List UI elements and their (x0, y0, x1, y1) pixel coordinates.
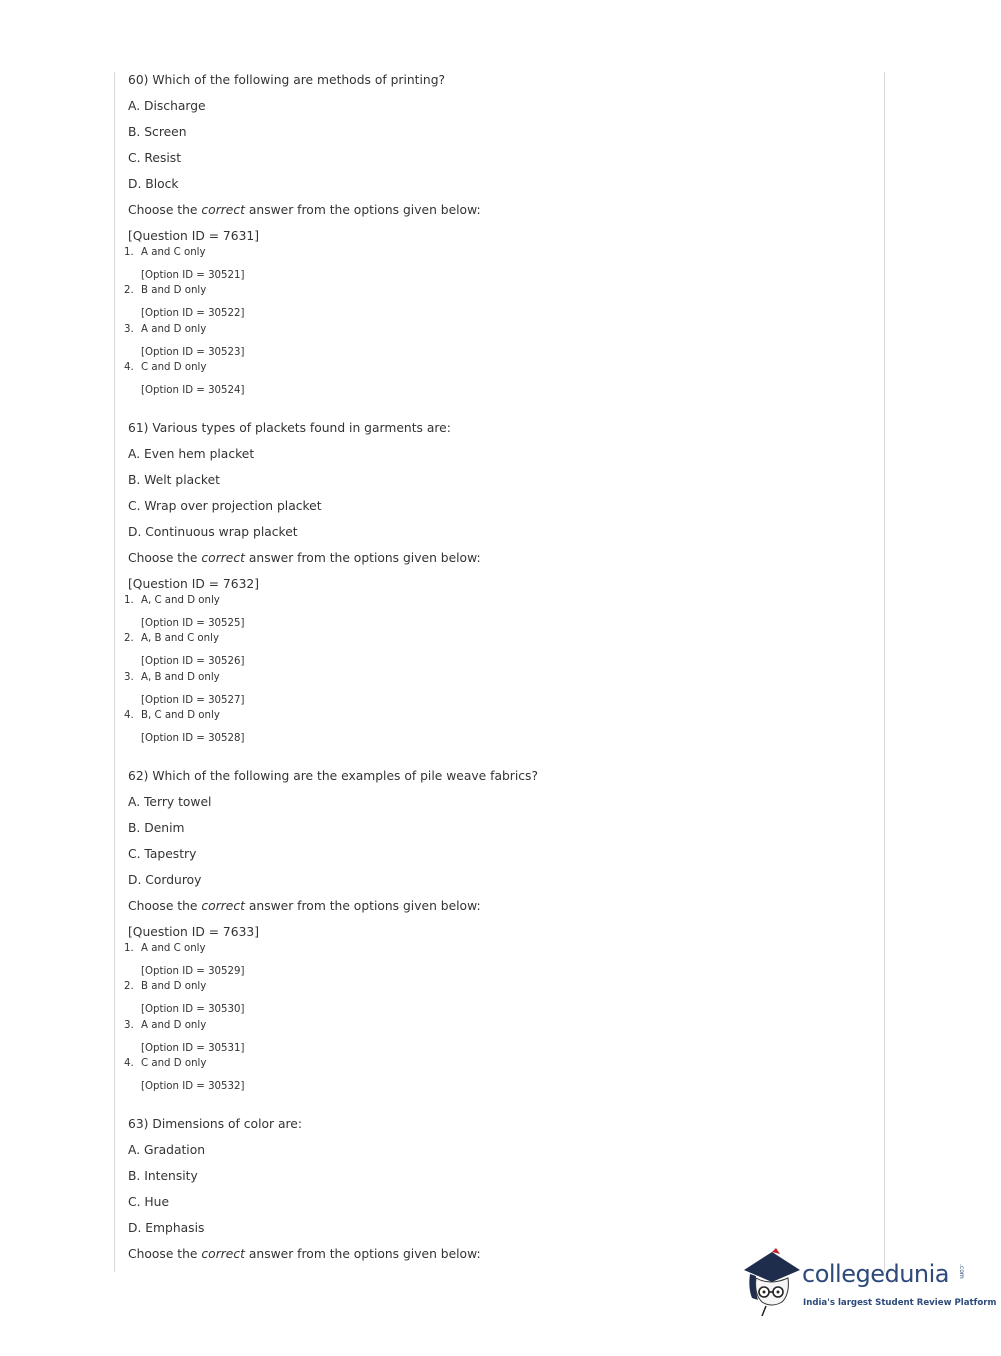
option-row: 1. A and C only (124, 943, 206, 954)
question-stem: 62) Which of the following are the examples of pile weave fabrics? (128, 769, 538, 783)
mascot-icon (742, 1248, 802, 1318)
statement: D. Continuous wrap placket (128, 525, 298, 539)
page-frame-right (884, 72, 885, 1272)
statement: C. Wrap over projection placket (128, 499, 322, 513)
option-id: [Option ID = 30527] (141, 695, 245, 706)
instruction: Choose the correct answer from the options given below: (128, 899, 481, 913)
statement: D. Block (128, 177, 179, 191)
option-row: 3. A and D only (124, 324, 207, 335)
option-id: [Option ID = 30521] (141, 270, 245, 281)
statement: B. Denim (128, 821, 185, 835)
statement: A. Discharge (128, 99, 206, 113)
option-id: [Option ID = 30523] (141, 347, 245, 358)
statement: A. Even hem placket (128, 447, 255, 461)
instruction: Choose the correct answer from the options given below: (128, 1247, 481, 1261)
statement: A. Terry towel (128, 795, 212, 809)
statement: C. Resist (128, 151, 182, 165)
option-id: [Option ID = 30529] (141, 966, 245, 977)
instruction: Choose the correct answer from the options given below: (128, 551, 481, 565)
statement: A. Gradation (128, 1143, 206, 1157)
question-60 (0, 72, 880, 412)
question-stem: 60) Which of the following are methods of printing? (128, 73, 446, 87)
statement: B. Screen (128, 125, 187, 139)
option-row: 4. C and D only (124, 1058, 207, 1069)
statement: C. Hue (128, 1195, 170, 1209)
option-id: [Option ID = 30531] (141, 1043, 245, 1054)
statement: D. Emphasis (128, 1221, 205, 1235)
statement: C. Tapestry (128, 847, 197, 861)
option-id: [Option ID = 30525] (141, 618, 245, 629)
option-id: [Option ID = 30528] (141, 733, 245, 744)
option-row: 2. A, B and C only (124, 633, 219, 644)
statement: D. Corduroy (128, 873, 202, 887)
option-row: 1. A and C only (124, 247, 206, 258)
logo-suffix: .com (958, 1264, 965, 1279)
logo-wordmark: collegedunia (802, 1260, 950, 1288)
option-row: 3. A and D only (124, 1020, 207, 1031)
option-row: 1. A, C and D only (124, 595, 220, 606)
question-id: [Question ID = 7632] (128, 577, 260, 591)
instruction: Choose the correct answer from the options given below: (128, 203, 481, 217)
option-id: [Option ID = 30524] (141, 385, 245, 396)
question-stem: 61) Various types of plackets found in garments are: (128, 421, 451, 435)
statement: B. Welt placket (128, 473, 220, 487)
statement: B. Intensity (128, 1169, 198, 1183)
option-id: [Option ID = 30532] (141, 1081, 245, 1092)
logo-tagline: India's largest Student Review Platform (803, 1298, 997, 1308)
question-stem: 63) Dimensions of color are: (128, 1117, 303, 1131)
option-row: 4. C and D only (124, 362, 207, 373)
option-row: 2. B and D only (124, 981, 207, 992)
question-id: [Question ID = 7633] (128, 925, 260, 939)
option-id: [Option ID = 30526] (141, 656, 245, 667)
question-63 (0, 1116, 880, 1266)
option-id: [Option ID = 30530] (141, 1004, 245, 1015)
option-id: [Option ID = 30522] (141, 308, 245, 319)
question-61 (0, 420, 880, 760)
question-62 (0, 768, 880, 1108)
option-row: 3. A, B and D only (124, 672, 220, 683)
option-row: 2. B and D only (124, 285, 207, 296)
question-id: [Question ID = 7631] (128, 229, 260, 243)
option-row: 4. B, C and D only (124, 710, 220, 721)
collegedunia-logo (742, 1248, 997, 1318)
